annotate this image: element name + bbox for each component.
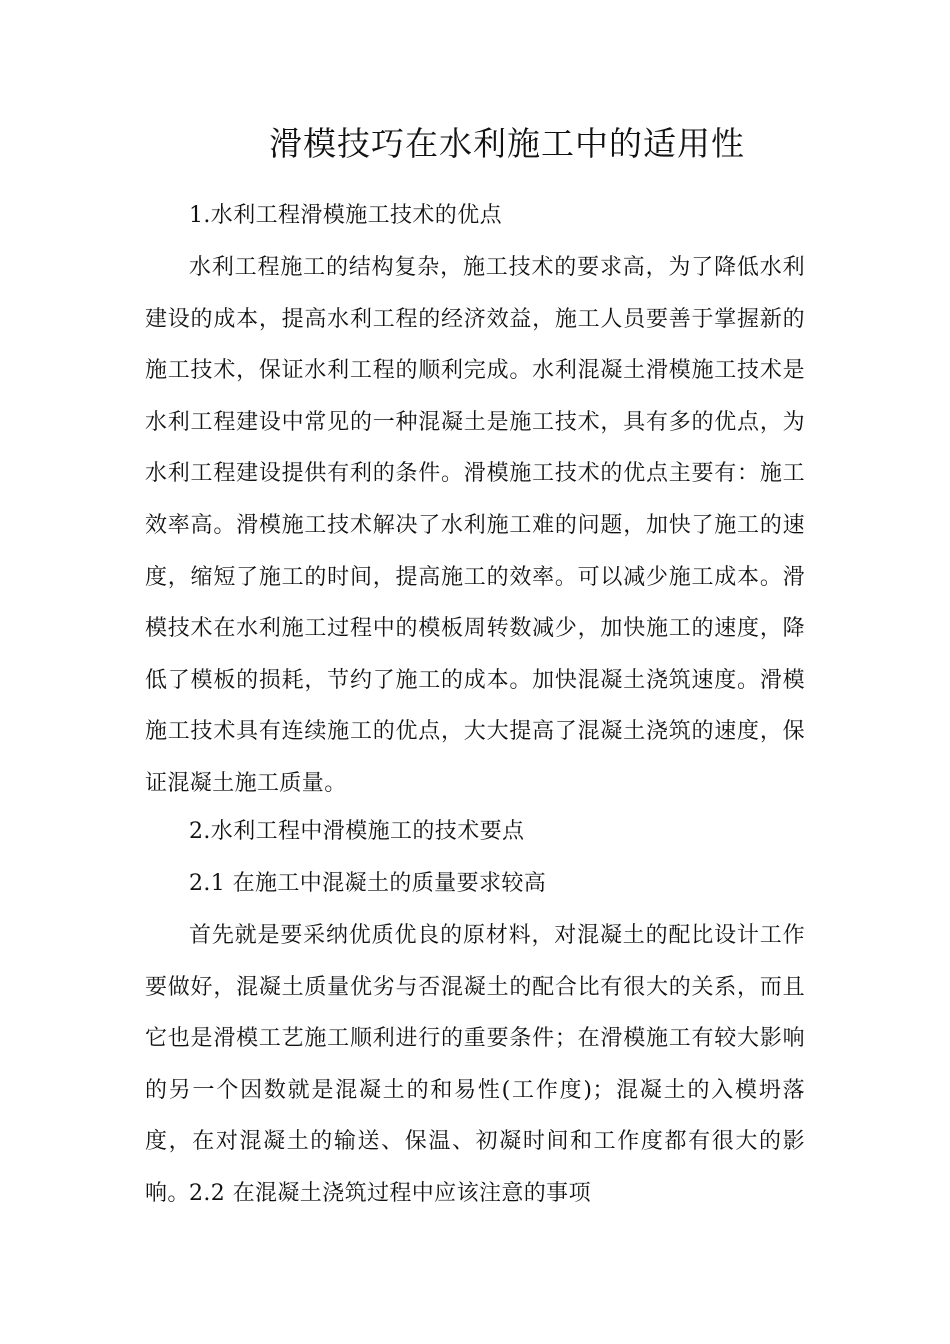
section-2-heading: 2.水利工程中滑模施工的技术要点 [189, 819, 525, 844]
section-2-1-heading: 2.1 在施工中混凝土的质量要求较高 [189, 871, 547, 896]
section-1-paragraph: 水利工程施工的结构复杂，施工技术的要求高，为了降低水利建设的成本，提高水利工程的经济效益，施工人员要善于掌握新的施工技术，保证水利工程的顺利完成。水利混凝土滑模施工技术是水利工程建设中常见的一种混凝土是施工技术，具有多的优点，为水利工程建设提供有利的条件。滑模施工技术的优点主要有：施工效率高。滑模施工技术解决了水利施工难的问题，加快了施工的速度，缩短了施工的时间，提高施工的效率。可以减少施工成本。滑模技术在水利施工过程中的模板周转数减少，加快施工的速度，降低了模板的损耗，节约了施工的成本。加快混凝土浇筑速度。滑模施工技术具有连续施工的优点，大大提高了混凝土浇筑的速度，保证混凝土施工质量。 [145, 255, 805, 796]
document-title: 滑模技巧在水利施工中的适用性 [269, 124, 745, 163]
section-1-heading: 1.水利工程滑模施工技术的优点 [189, 203, 502, 228]
section-2-1-paragraph: 首先就是要采纳优质优良的原材料，对混凝土的配比设计工作要做好，混凝土质量优劣与否混凝土的配合比有很大的关系，而且它也是滑模工艺施工顺利进行的重要条件；在滑模施工有较大影响的另一个因数就是混凝土的和易性(工作度)；混凝土的入模坍落度，在对混凝土的输送、保温、初凝时间和工作度都有很大的影响。 [145, 923, 805, 1206]
section-2-2-heading: 2.2 在混凝土浇筑过程中应该注意的事项 [189, 1181, 591, 1206]
